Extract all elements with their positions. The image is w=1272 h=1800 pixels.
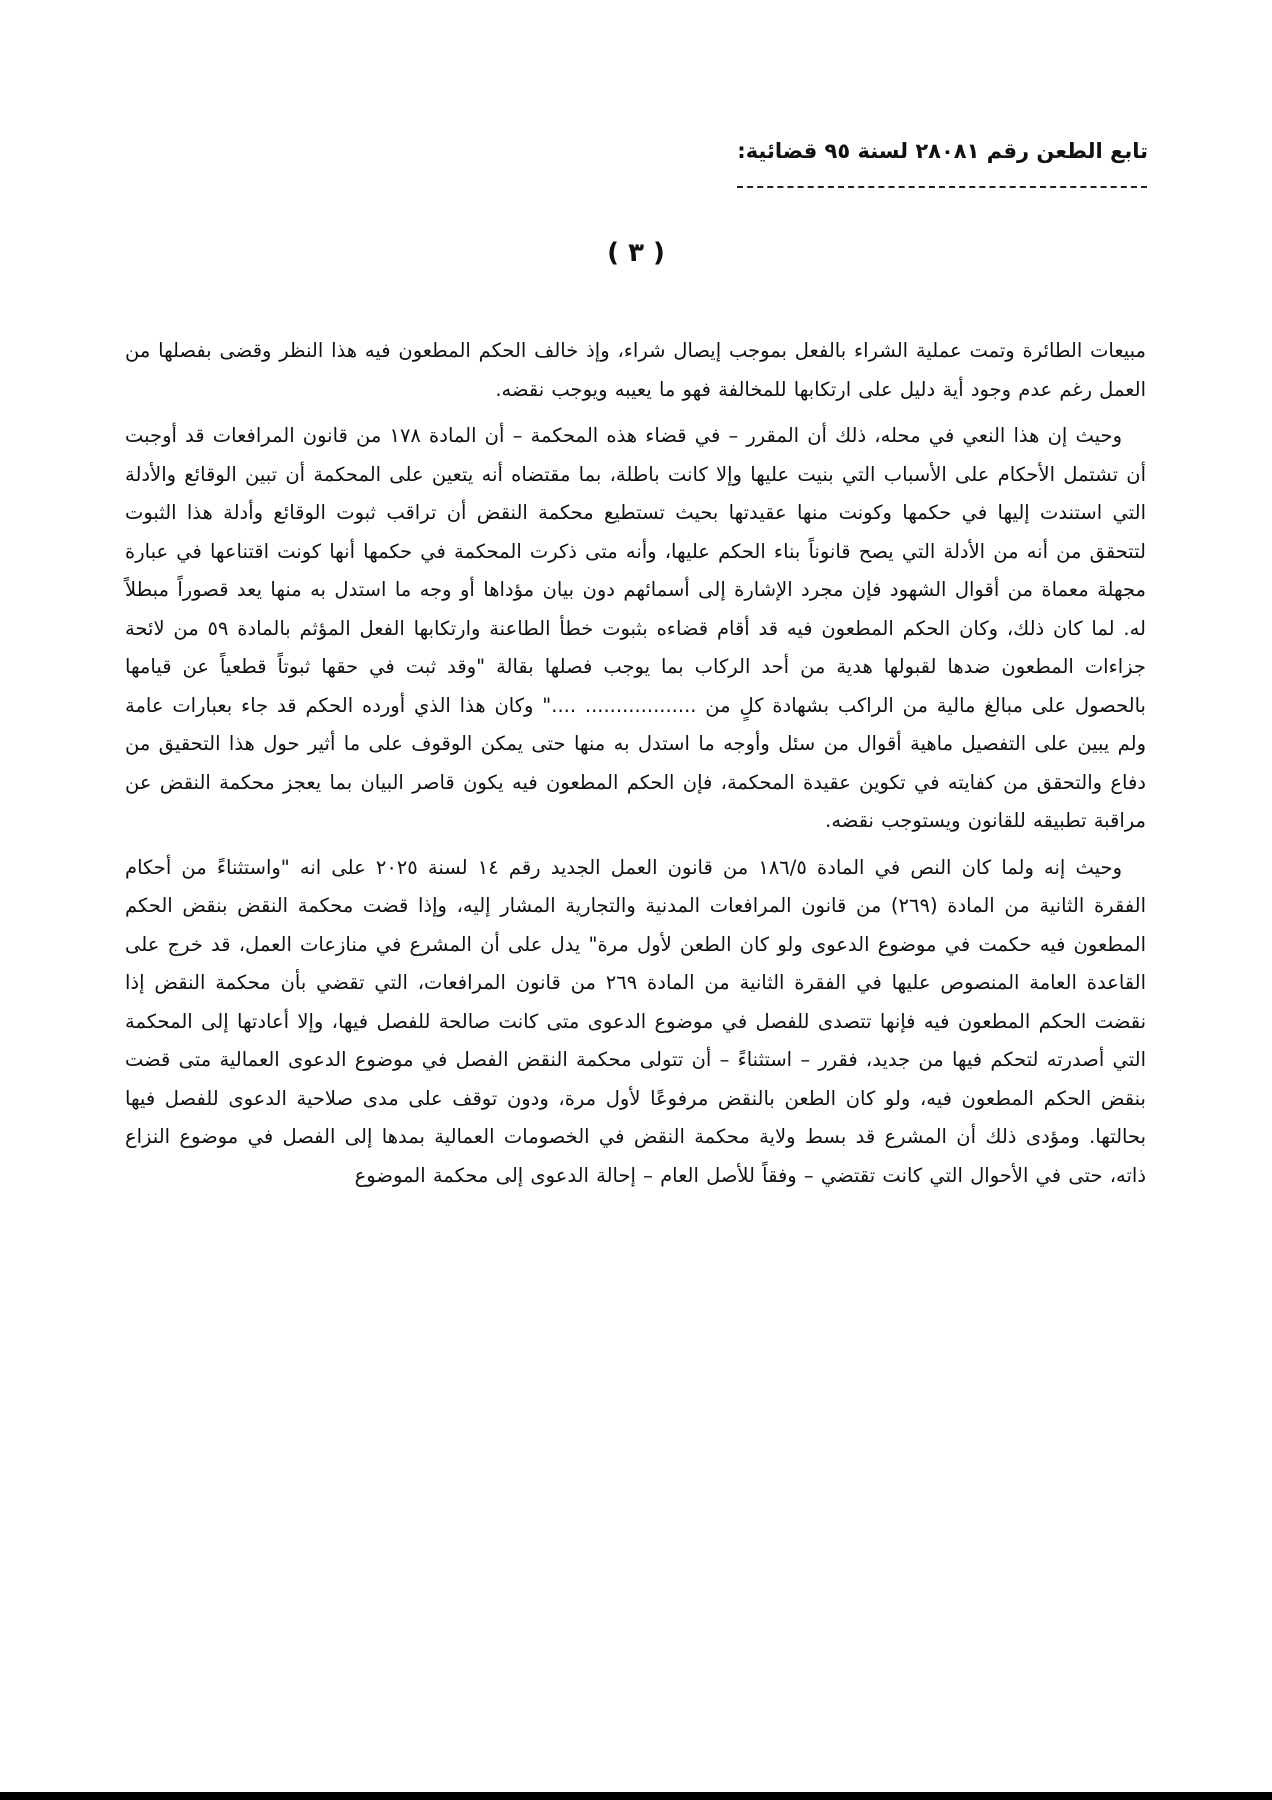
judgment-body <box>125 332 1146 1195</box>
dashed-divider <box>737 186 1147 188</box>
case-continuation-title: تابع الطعن رقم ٢٨٠٨١ لسنة ٩٥ قضائية: <box>737 139 1148 163</box>
page-number: ( ٣ ) <box>607 238 665 268</box>
paragraph-2: وحيث إن هذا النعي في محله، ذلك أن المقرر – في قضاء هذه المحكمة – أن المادة ١٧٨ من قانون المرافعات قد أوجبت أن تشتمل الأحكام على الأسباب التي بنيت عليها وإلا كانت باطلة، بما مقتضاه أنه يتعين على المحكمة أن تبين الوقائع والأدلة التي استندت إليها في حكمها وكونت منها عقيدتها بحيث تستطيع محكمة النقض أن تراقب ثبوت الوقائع وأدلة هذا الثبوت لتتحقق من أنه من الأدلة التي يصح قانوناً بناء الحكم عليها، وأنه متى ذكرت المحكمة في حكمها أنها كونت اقتناعها في عبارة مجهلة معماة من أقوال الشهود فإن مجرد الإشارة إلى أسمائهم دون بيان مؤداها أو وجه ما استدل به منها يعد قصوراً مبطلاً له. لما كان ذلك، وكان الحكم المطعون فيه قد أقام قضاءه بثبوت خطأ الطاعنة وارتكابها الفعل المؤثم بالمادة ٥٩ من لائحة جزاءات المطعون ضدها لقبولها هدية من أحد الركاب بما يوجب فصلها بقالة "وقد ثبت في حقها ثبوتاً قطعياً عن قيامها بالحصول على مبالغ مالية من الراكب بشهادة كلٍ من .................. ...." وكان هذا الذي أورده الحكم قد جاء بعبارات عامة ولم يبين على التفصيل ماهية أقوال من سئل وأوجه ما استدل به منها حتى يمكن الوقوف على ما أثير حول هذا التحقيق من دفاع والتحقق من كفايته في تكوين عقيدة المحكمة، فإن الحكم المطعون فيه يكون قاصر البيان بما يعجز محكمة النقض عن مراقبة تطبيقه للقانون ويستوجب نقضه. <box>125 424 1146 832</box>
paragraph-3: وحيث إنه ولما كان النص في المادة ١٨٦/٥ من قانون العمل الجديد رقم ١٤ لسنة ٢٠٢٥ على انه "واستثناءً من أحكام الفقرة الثانية من المادة (٢٦٩) من قانون المرافعات المدنية والتجارية المشار إليه، وإذا قضت محكمة النقض بنقض الحكم المطعون فيه حكمت في موضوع الدعوى ولو كان الطعن لأول مرة" يدل على أن المشرع في منازعات العمل، قد خرج على القاعدة العامة المنصوص عليها في الفقرة الثانية من المادة ٢٦٩ من قانون المرافعات، التي تقضي بأن محكمة النقض إذا نقضت الحكم المطعون فيه فإنها تتصدى للفصل في موضوع الدعوى متى كانت صالحة للفصل فيها، وإلا أعادتها إلى المحكمة التي أصدرته لتحكم فيها من جديد، فقرر – استثناءً – أن تتولى محكمة النقض الفصل في موضوع الدعوى العمالية متى قضت بنقض الحكم المطعون فيه، ولو كان الطعن بالنقض مرفوعًا لأول مرة، ودون توقف على مدى صلاحية الدعوى للفصل فيها بحالتها. ومؤدى ذلك أن المشرع قد بسط ولاية محكمة النقض في الخصومات العمالية بمدها إلى الفصل في موضوع النزاع ذاته، حتى في الأحوال التي كانت تقتضي – وفقاً للأصل العام – إحالة الدعوى إلى محكمة الموضوع <box>125 855 1147 1187</box>
footer-bar <box>0 1792 1272 1800</box>
paragraph-1: مبيعات الطائرة وتمت عملية الشراء بالفعل بموجب إيصال شراء، وإذ خالف الحكم المطعون فيه هذا النظر وقضى بفصلها من العمل رغم عدم وجود أية دليل على ارتكابها للمخالفة فهو ما يعيبه ويوجب نقضه. <box>125 339 1146 401</box>
